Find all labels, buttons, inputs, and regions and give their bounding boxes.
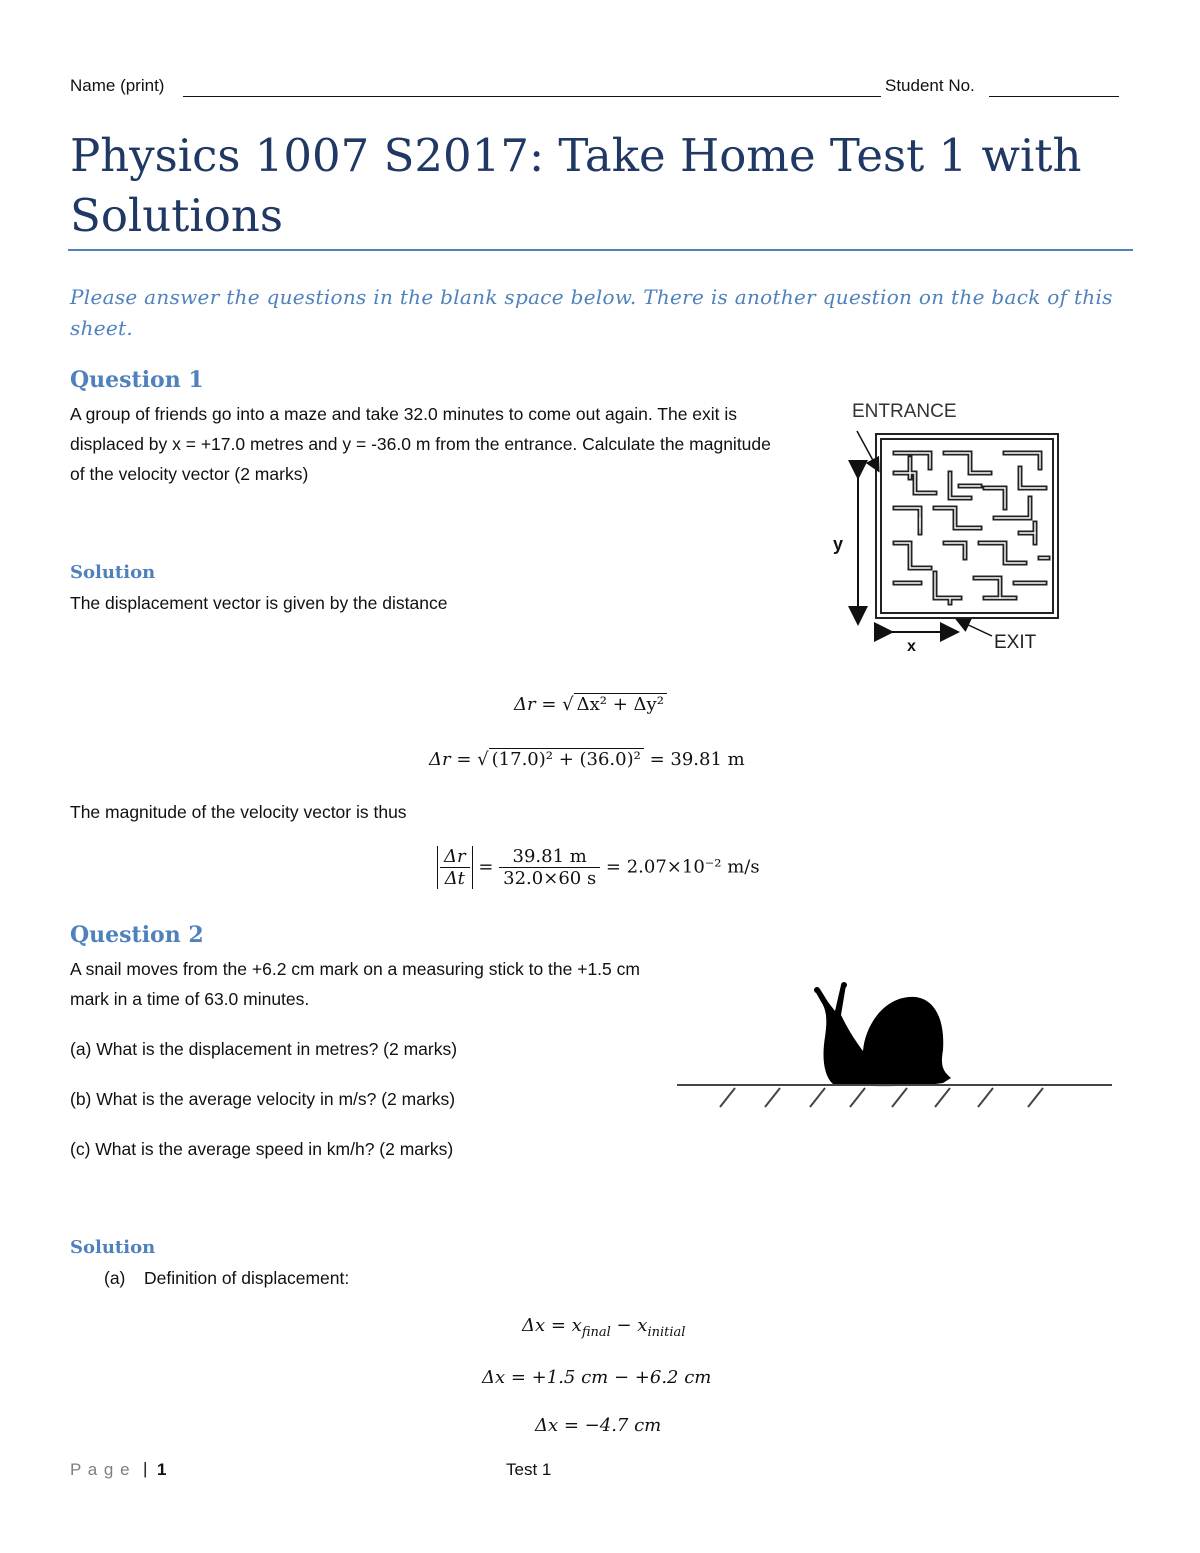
- maze-exit-label: EXIT: [994, 632, 1037, 653]
- question-2-text: A snail moves from the +6.2 cm mark on a measuring stick to the +1.5 cm mark in a time of 63.0 minutes.: [70, 959, 640, 1009]
- maze-figure: [820, 398, 1100, 663]
- q1-eq3-abs-numerator: Δr: [440, 846, 470, 868]
- intro-instructions: Please answer the questions in the blank space below. There is another question on the back of this sheet.: [70, 285, 1113, 340]
- question-1-solution-text: The displacement vector is given by the distance: [70, 593, 448, 613]
- maze-y-label: y: [833, 534, 844, 554]
- snail-illustration: [675, 975, 1115, 1110]
- exit-arrow: [962, 622, 992, 636]
- question-2-part-c: (c) What is the average speed in km/h? (2 marks): [70, 1139, 454, 1159]
- entrance-arrow: [857, 431, 876, 466]
- q1-eq3-denominator: 32.0×60 s: [503, 868, 597, 889]
- name-label: Name (print): [70, 76, 165, 95]
- title-rule: [68, 249, 1133, 251]
- question-2-part-b: (b) What is the average velocity in m/s? (2 marks): [70, 1089, 456, 1109]
- q1-equation-3: $\frac{\Delta r}{\Delta t}$ = $\frac{39.81 m}{32.0\times 60 s}$ = 2.07×10⁻² m/s: [437, 846, 760, 889]
- q1-eq1-lhs: Δr =: [514, 694, 557, 715]
- q2-eq3: Δx = −4.7 cm: [535, 1415, 662, 1436]
- maze-x-label: x: [907, 638, 916, 655]
- q2-eq2: Δx = +1.5 cm − +6.2 cm: [482, 1367, 712, 1388]
- footer-page-label: P a g e: [70, 1460, 131, 1479]
- q1-equation-2: Δr = √ (17.0)² + (36.0)² = 39.81 m: [429, 749, 745, 770]
- question-2-solution-heading: Solution: [70, 1237, 156, 1258]
- q1-eq3-numerator: 39.81 m: [499, 846, 600, 868]
- q2-solution-a-marker: (a): [104, 1268, 126, 1288]
- q1-eq1-radicand: Δx² + Δy²: [574, 693, 667, 715]
- page-title: Physics 1007 S2017: Take Home Test 1 with Solutions: [70, 129, 1082, 242]
- student-no-label: Student No.: [885, 76, 975, 95]
- q2-equation-3: [535, 1415, 661, 1436]
- q2-eq1-mid: − x: [610, 1315, 648, 1336]
- question-1-solution-heading: Solution: [70, 562, 156, 583]
- q1-eq3-abs-denominator: Δt: [444, 868, 465, 889]
- student-no-blank-line: [989, 78, 1119, 97]
- q2-eq1-sub-initial: initial: [647, 1324, 686, 1340]
- footer-page-number: 1: [157, 1460, 167, 1479]
- q2-eq1-lhs: Δx = x: [522, 1315, 582, 1336]
- question-1-text: A group of friends go into a maze and take 32.0 minutes to come out again. The exit is displaced by x = +17.0 metres and y = -36.0 m from the entrance. Calculate the magnitude of the velocity vector (2 marks): [70, 404, 771, 484]
- q1-eq2-lhs: Δr =: [429, 749, 472, 770]
- q2-equation-1: [522, 1315, 685, 1340]
- footer-center-text: Test 1: [506, 1460, 552, 1479]
- q1-eq2-result: = 39.81 m: [649, 749, 745, 770]
- question-1-heading: Question 1: [70, 367, 204, 393]
- q1-equation-1: Δr = √ Δx² + Δy²: [514, 694, 667, 715]
- maze-entrance-label: ENTRANCE: [852, 401, 957, 422]
- snail-figure: [675, 975, 1115, 1110]
- q1-eq3-result: = 2.07×10⁻² m/s: [605, 856, 760, 878]
- footer-separator: |: [143, 1459, 148, 1478]
- question-2-heading: Question 2: [70, 922, 204, 948]
- q2-eq1-sub-final: final: [581, 1324, 611, 1340]
- q2-equation-2: [482, 1367, 711, 1388]
- q1-eq2-radicand: (17.0)² + (36.0)²: [489, 748, 644, 770]
- name-blank-line: [183, 78, 881, 97]
- question-1-solution-text-2: The magnitude of the velocity vector is thus: [70, 802, 407, 822]
- question-2-part-a: (a) What is the displacement in metres? (2 marks): [70, 1039, 458, 1059]
- q2-solution-a-text: Definition of displacement:: [144, 1268, 350, 1288]
- maze-diagram: [820, 398, 1100, 663]
